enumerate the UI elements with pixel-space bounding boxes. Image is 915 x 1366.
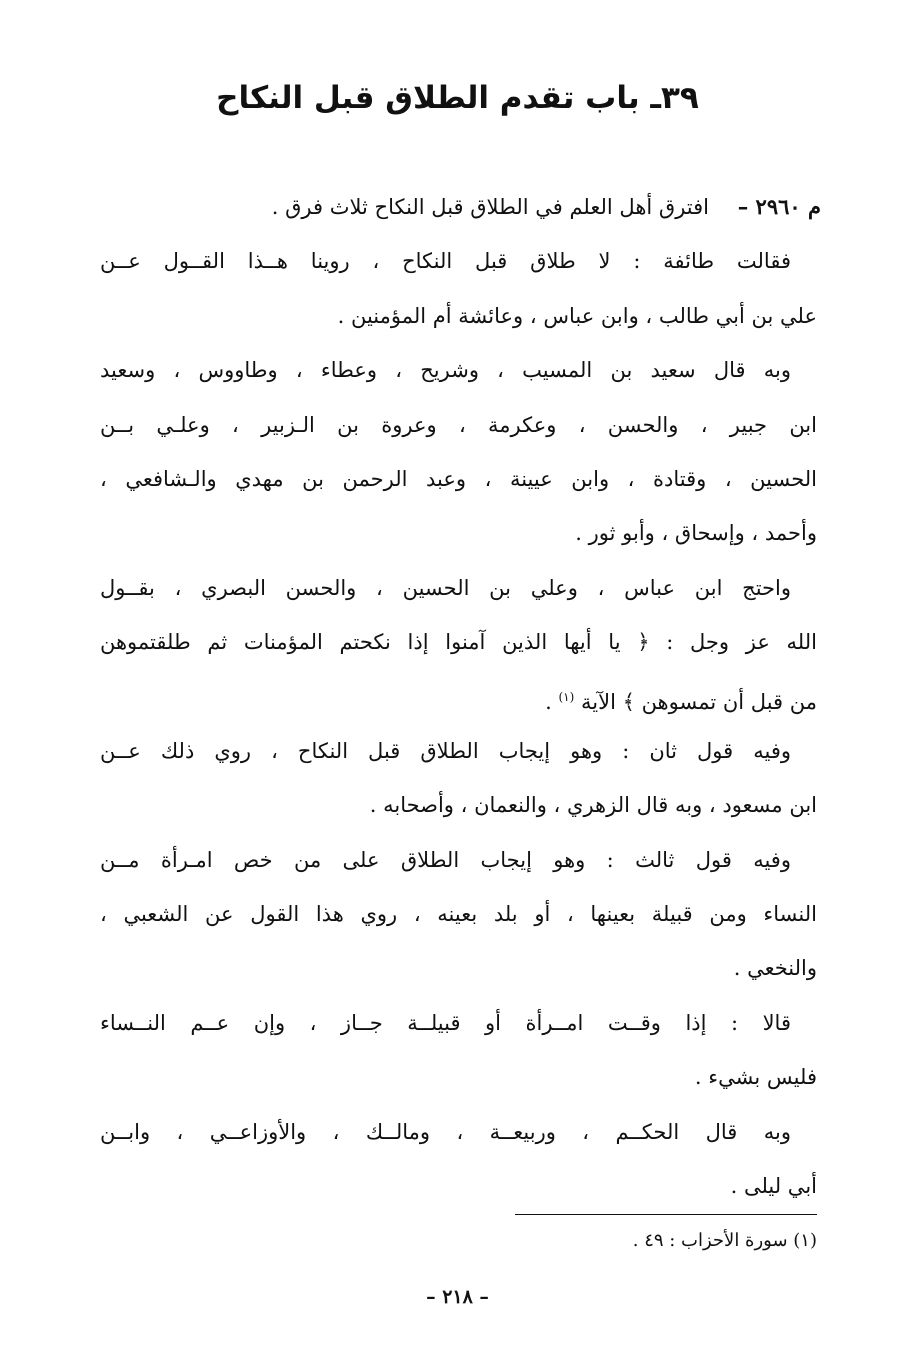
body-text <box>100 180 817 1213</box>
text-line: وفيه قول ثالث : وهو إيجاب الطلاق على من خص امـرأة مــن <box>100 847 791 872</box>
text-line: من قبل أن تمسوهن ﴾ الآية <box>581 689 817 714</box>
text-line: فقالت طائفة : لا طلاق قبل النكاح ، روينا هــذا القــول عــن <box>100 249 791 274</box>
text-line: فليس بشيء . <box>694 1065 817 1090</box>
text-line: افترق أهل العلم في الطلاق قبل النكاح ثلاث فرق . <box>271 195 709 219</box>
issue-number: م ٢٩٦٠ – <box>737 194 821 219</box>
footnote-marker[interactable]: (١) <box>558 689 575 704</box>
text-line: الحسين ، وقتادة ، وابن عيينة ، وعبد الرحمن بن مهدي والـشافعي ، <box>100 466 817 491</box>
text-line: أبي ليلى . <box>730 1174 817 1199</box>
footnote-separator <box>515 1214 817 1215</box>
text-line: والنخعي . <box>733 956 817 981</box>
text-line: قالا : إذا وقــت امــرأة أو قبيلــة جــاز ، وإن عــم النــساء <box>100 1010 791 1035</box>
text-line: وفيه قول ثان : وهو إيجاب الطلاق قبل النكاح ، روي ذلك عــن <box>100 738 791 763</box>
chapter-title: ٣٩ـ باب تقدم الطلاق قبل النكاح <box>216 80 699 116</box>
text-line: النساء ومن قبيلة بعينها ، أو بلد بعينه ، روي هذا القول عن الشعبي ، <box>100 902 817 927</box>
text-line: ابن مسعود ، وبه قال الزهري ، والنعمان ، وأصحابه . <box>369 793 817 818</box>
text-line-with-footnote <box>100 670 817 724</box>
text-line: وبه قال سعيد بن المسيب ، وشريح ، وعطاء ، وطاووس ، وسعيد <box>100 358 791 383</box>
text-line: ابن جبير ، والحسن ، وعكرمة ، وعروة بن الـزبير ، وعلـي بــن <box>100 412 817 437</box>
text-line: الله عز وجل : ﴿ يا أيها الذين آمنوا إذا نكحتم المؤمنات ثم طلقتموهن <box>100 630 817 655</box>
text-line: وأحمد ، وإسحاق ، وأبو ثور . <box>575 521 817 546</box>
text-line: علي بن أبي طالب ، وابن عباس ، وعائشة أم المؤمنين . <box>337 303 817 328</box>
text-line: واحتج ابن عباس ، وعلي بن الحسين ، والحسن البصري ، بقــول <box>100 575 791 600</box>
text-line: وبه قال الحكــم ، وربيعــة ، ومالــك ، والأوزاعــي ، وابــن <box>100 1119 791 1144</box>
text-line-tail: . <box>545 689 559 714</box>
page-number: – ٢١٨ – <box>426 1286 489 1308</box>
footnote: (١) سورة الأحزاب : ٤٩ . <box>632 1230 817 1251</box>
